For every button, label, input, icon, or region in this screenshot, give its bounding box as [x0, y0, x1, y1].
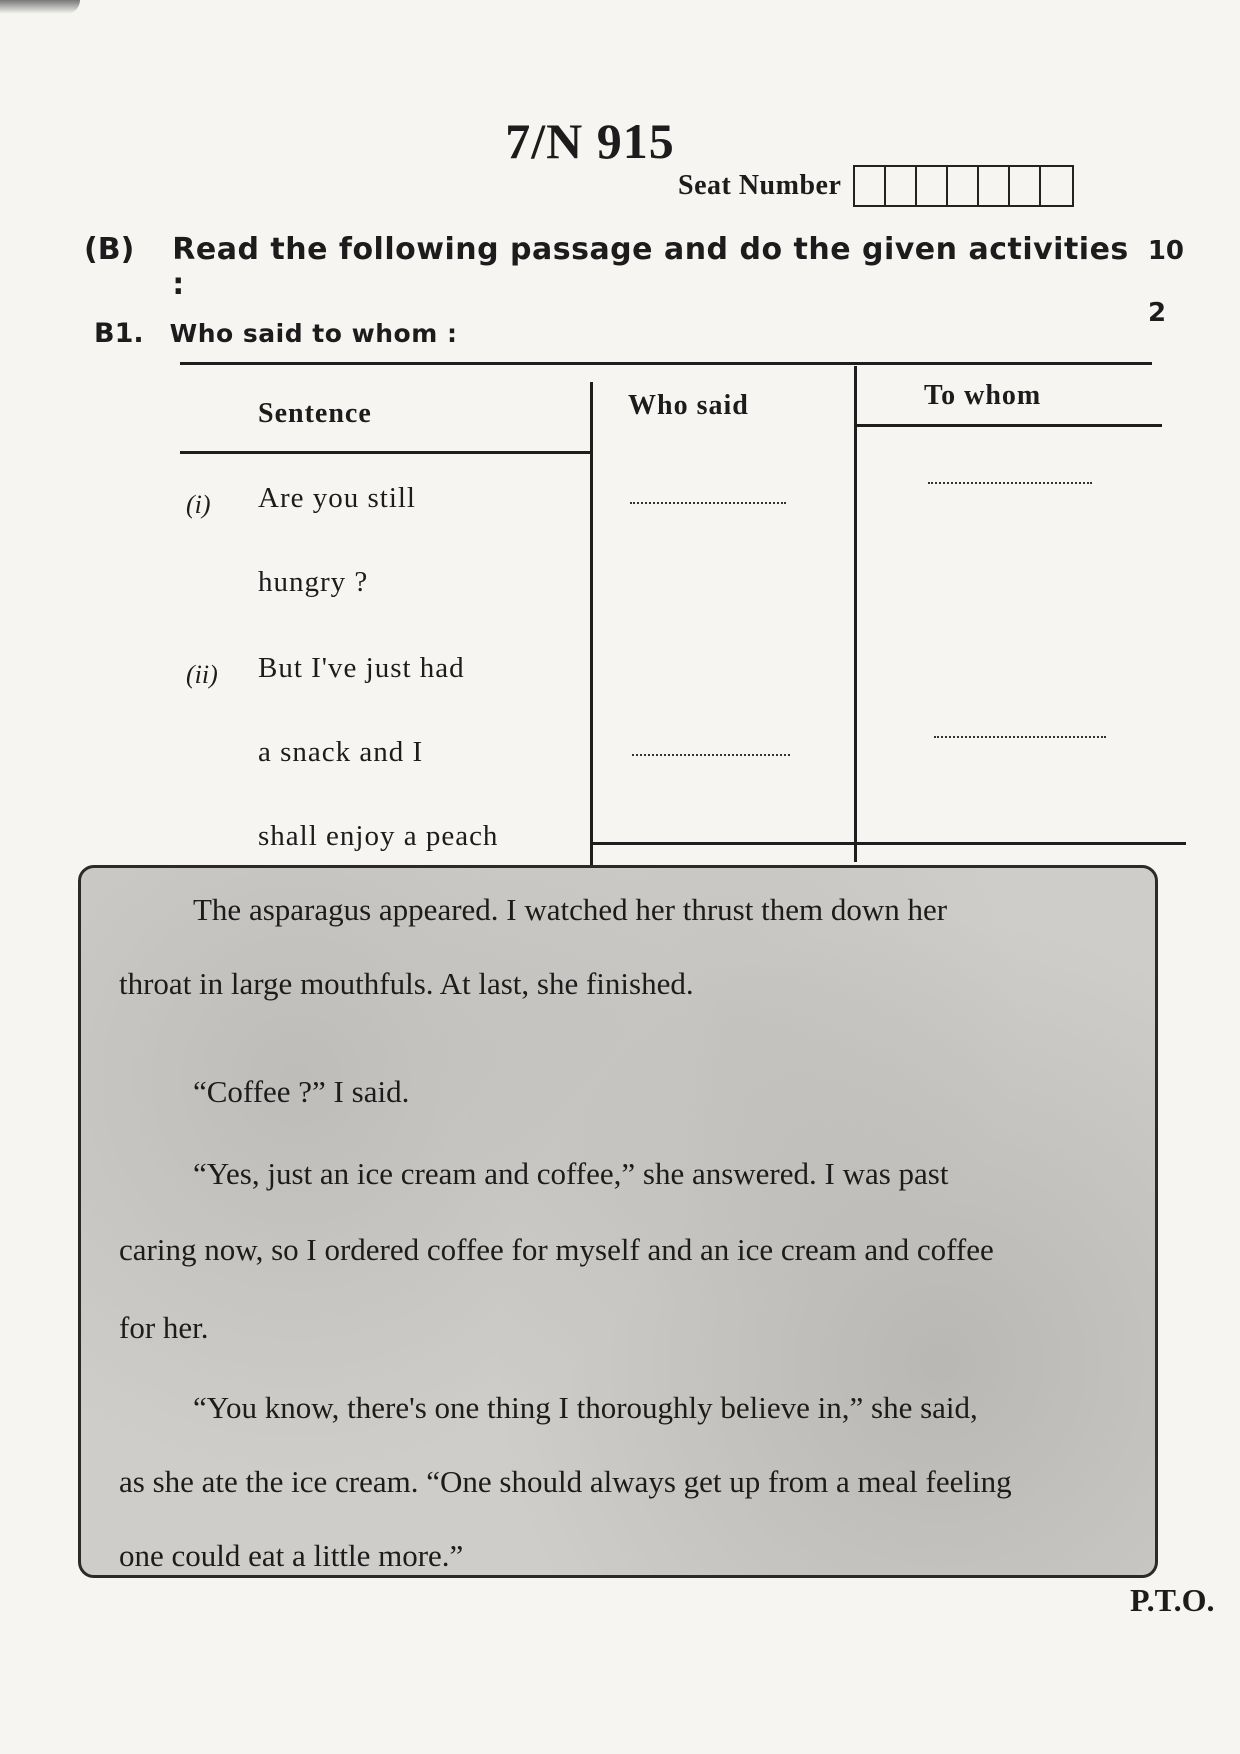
sentence-line: But I've just had — [258, 652, 465, 684]
seat-digit-box[interactable] — [917, 167, 948, 205]
passage-line: one could eat a little more.” — [119, 1538, 464, 1573]
question-heading — [94, 318, 457, 349]
table-top-rule — [180, 362, 1152, 365]
section-instruction-text: Read the following passage and do the given activities : — [172, 232, 1129, 302]
table-column-divider — [854, 366, 857, 862]
table-header-sentence: Sentence — [258, 398, 372, 429]
seat-number-boxes[interactable] — [853, 165, 1074, 207]
seat-number-field — [678, 165, 1074, 207]
table-bottom-rule-right — [590, 842, 1186, 845]
table-header-who-said: Who said — [628, 390, 749, 421]
row-label: (ii) — [186, 660, 218, 689]
sentence-line: a snack and I — [258, 736, 424, 768]
sentence-line: shall enjoy a peach — [258, 820, 499, 852]
passage-line: “You know, there's one thing I thoroughly believe in,” she said, — [193, 1390, 978, 1425]
answer-blank-to-whom[interactable] — [928, 482, 1092, 484]
table-header-rule-right — [856, 424, 1162, 427]
row-label: (i) — [186, 490, 211, 519]
question-marks: 2 — [1148, 298, 1167, 328]
section-number: (B) — [84, 232, 135, 267]
seat-digit-box[interactable] — [979, 167, 1010, 205]
answer-blank-who-said[interactable] — [630, 502, 786, 504]
passage-box — [78, 865, 1158, 1578]
section-marks: 10 — [1147, 236, 1184, 266]
seat-digit-box[interactable] — [855, 167, 886, 205]
seat-number-label: Seat Number — [678, 170, 842, 201]
passage-line: “Yes, just an ice cream and coffee,” she answered. I was past — [193, 1156, 949, 1191]
please-turn-over: P.T.O. — [1130, 1582, 1215, 1618]
table-header-to-whom: To whom — [924, 380, 1042, 411]
seat-digit-box[interactable] — [1010, 167, 1041, 205]
seat-digit-box[interactable] — [886, 167, 917, 205]
paper-code: 7/N 915 — [505, 113, 675, 169]
question-number: B1. — [94, 318, 144, 349]
sentence-line: Are you still — [258, 482, 416, 514]
seat-digit-box[interactable] — [1041, 167, 1072, 205]
passage-line: “Coffee ?” I said. — [193, 1074, 410, 1109]
passage-line: throat in large mouthfuls. At last, she finished. — [119, 966, 694, 1001]
passage-line: for her. — [119, 1310, 209, 1345]
table-column-divider — [590, 382, 593, 874]
answer-blank-to-whom[interactable] — [934, 736, 1106, 738]
passage-line: as she ate the ice cream. “One should always get up from a meal feeling — [119, 1464, 1012, 1499]
section-instruction — [84, 232, 1184, 302]
table-header-rule — [180, 451, 590, 454]
passage-line: The asparagus appeared. I watched her thrust them down her — [193, 892, 948, 927]
question-text: Who said to whom : — [169, 319, 458, 348]
page-corner-shadow — [0, 0, 80, 14]
passage-line: caring now, so I ordered coffee for myself and an ice cream and coffee — [119, 1232, 994, 1267]
answer-blank-who-said[interactable] — [632, 754, 790, 756]
seat-digit-box[interactable] — [948, 167, 979, 205]
sentence-line: hungry ? — [258, 566, 369, 598]
